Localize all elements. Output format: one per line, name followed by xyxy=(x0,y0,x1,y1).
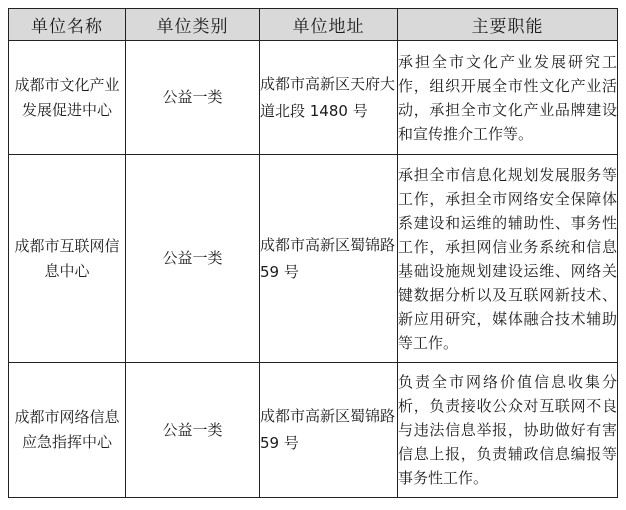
unit-name-cell: 成都市互联网信息中心 xyxy=(9,155,126,363)
unit-address-cell: 成都市高新区蜀锦路 59 号 xyxy=(260,155,398,363)
unit-duty-text: 负责全市网络价值信息收集分析，负责接收公众对互联网不良与违法信息举报，协助做好有害信息上报，负责辅政信息编报等事务性工作。 xyxy=(398,373,617,487)
unit-duty-cell xyxy=(398,41,618,155)
unit-name-cell: 成都市网络信息应急指挥中心 xyxy=(9,363,126,498)
unit-address-cell: 成都市高新区天府大道北段 1480 号 xyxy=(260,41,398,155)
table-row xyxy=(9,363,618,498)
unit-duty-cell xyxy=(398,363,618,498)
unit-category-cell: 公益一类 xyxy=(126,41,260,155)
unit-duty-text: 承担全市信息化规划发展服务等工作，承担全市网络安全保障体系建设和运维的辅助性、事务性工作，承担网信业务系统和信息基础设施规划建设运维、网络关键数据分析以及互联网新技术、新应用研究，媒体融合技术辅助等工作。 xyxy=(398,165,617,352)
units-table xyxy=(8,8,618,498)
header-unit-name: 单位名称 xyxy=(9,9,126,41)
table-row xyxy=(9,41,618,155)
unit-category-cell: 公益一类 xyxy=(126,363,260,498)
unit-duty-cell xyxy=(398,155,618,363)
unit-duty-text: 承担全市文化产业发展研究工作，组织开展全市性文化产业活动，承担全市文化产业品牌建设和宣传推介工作等。 xyxy=(398,52,617,143)
unit-category-cell: 公益一类 xyxy=(126,155,260,363)
header-unit-address: 单位地址 xyxy=(260,9,398,41)
table-header-row xyxy=(9,9,618,41)
table-row xyxy=(9,155,618,363)
header-main-duties: 主要职能 xyxy=(398,9,618,41)
header-unit-category: 单位类别 xyxy=(126,9,260,41)
unit-address-cell: 成都市高新区蜀锦路 59 号 xyxy=(260,363,398,498)
unit-name-cell: 成都市文化产业发展促进中心 xyxy=(9,41,126,155)
